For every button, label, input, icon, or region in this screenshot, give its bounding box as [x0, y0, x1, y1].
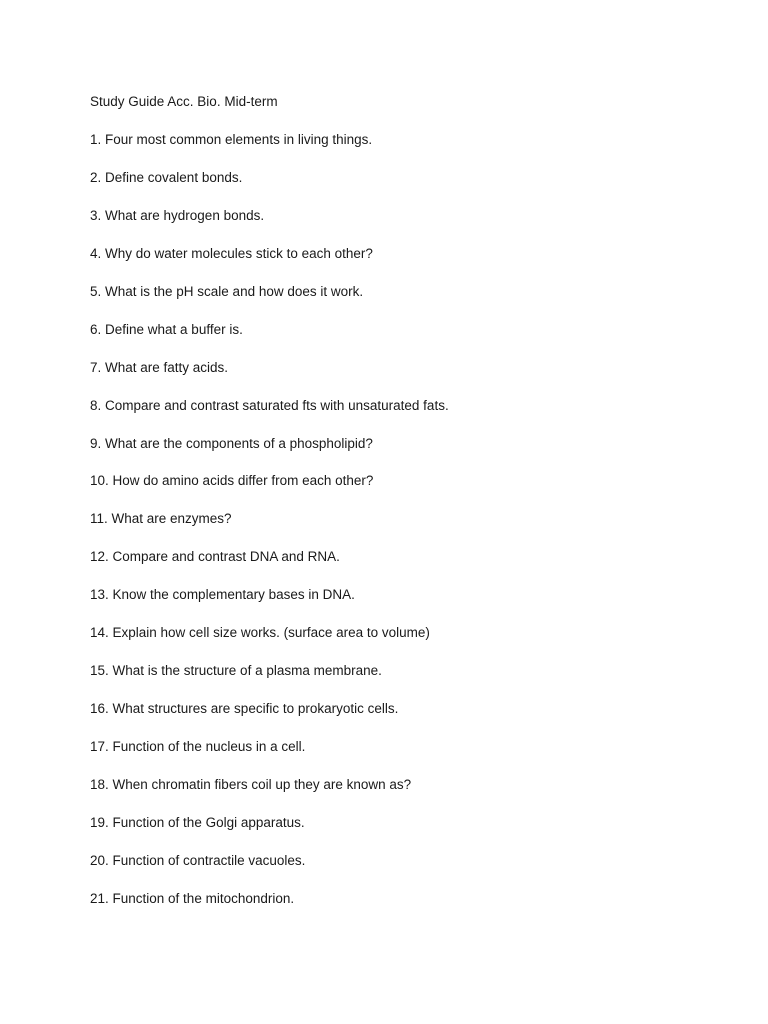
- question-item-12: 12. Compare and contrast DNA and RNA.: [90, 549, 340, 565]
- question-item-3: 3. What are hydrogen bonds.: [90, 207, 265, 223]
- document-title: Study Guide Acc. Bio. Mid-term: [90, 94, 278, 109]
- question-item-13: 13. Know the complementary bases in DNA.: [90, 587, 355, 603]
- question-item-21: 21. Function of the mitochondrion.: [90, 890, 295, 906]
- question-item-6: 6. Define what a buffer is.: [90, 321, 243, 337]
- question-item-11: 11. What are enzymes?: [90, 511, 232, 527]
- question-list: [90, 131, 449, 928]
- question-item-19: 19. Function of the Golgi apparatus.: [90, 814, 305, 830]
- question-item-15: 15. What is the structure of a plasma membrane.: [90, 663, 382, 679]
- question-item-8: 8. Compare and contrast saturated fts with unsaturated fats.: [90, 397, 449, 413]
- question-item-5: 5. What is the pH scale and how does it work.: [90, 283, 364, 299]
- question-item-1: 1. Four most common elements in living things.: [90, 132, 373, 147]
- question-item-18: 18. When chromatin fibers coil up they are known as?: [90, 776, 412, 792]
- question-item-2: 2. Define covalent bonds.: [90, 169, 243, 185]
- question-item-4: 4. Why do water molecules stick to each other?: [90, 245, 373, 261]
- question-item-20: 20. Function of contractile vacuoles.: [90, 852, 306, 868]
- question-item-17: 17. Function of the nucleus in a cell.: [90, 739, 306, 754]
- question-item-10: 10. How do amino acids differ from each other?: [90, 473, 374, 489]
- question-item-14: 14. Explain how cell size works. (surface area to volume): [90, 625, 430, 641]
- question-item-16: 16. What structures are specific to prokaryotic cells.: [90, 701, 399, 717]
- question-item-9: 9. What are the components of a phospholipid?: [90, 435, 373, 451]
- question-item-7: 7. What are fatty acids.: [90, 359, 229, 375]
